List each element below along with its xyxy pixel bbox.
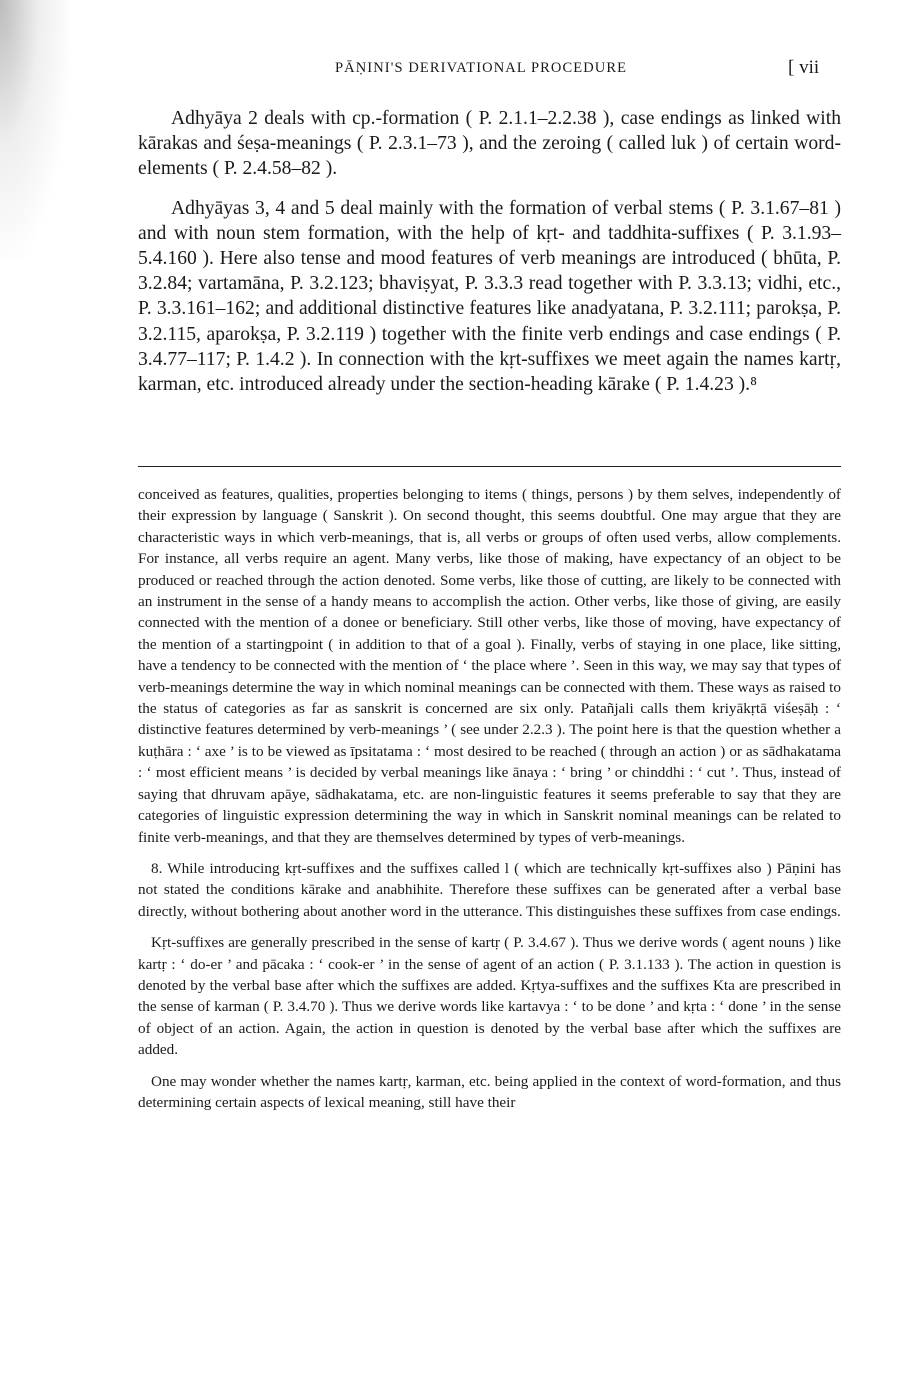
footnote-rule bbox=[138, 466, 841, 467]
paragraph-adhyayas-3-5: Adhyāyas 3, 4 and 5 deal mainly with the formation of verbal stems ( P. 3.1.67–81 ) and with noun stem formation, with the help of kṛt- and taddhita-suffixes ( P. 3.1.93–5.4.160 ). Here also tense and mood features of verb meanings are introduced ( bhūta, P. 3.2.84; vartamāna, P. 3.2.123; bhaviṣyat, P. 3.3.3 read together with P. 3.3.13; vidhi, etc., P. 3.3.161–162; and additional distinctive features like anadyatana, P. 3.2.111; parokṣa, P. 3.2.115, aparokṣa, P. 3.2.119 ) together with the finite verb endings and case endings ( P. 3.4.77–117; P. 1.4.2 ). In connection with the kṛt-suffixes we meet again the names kartṛ, karman, etc. introduced already under the section-heading kārake ( P. 1.4.23 ).⁸ bbox=[138, 197, 841, 396]
running-title: PĀṆINI'S DERIVATIONAL PROCEDURE bbox=[335, 60, 628, 76]
footnote-8: 8. While introducing kṛt-suffixes and the suffixes called l ( which are technically kṛt-suffixes also ) Pāṇini has not stated the conditions kārake and anabhihite. Therefore these suffixes can be generated after a verbal base directly, without bothering about another word in the utterance. This distinguishes these suffixes from case endings. bbox=[138, 859, 841, 920]
paragraph-adhyaya-2: Adhyāya 2 deals with cp.-formation ( P. 2.1.1–2.2.38 ), case endings as linked with kārakas and śeṣa-meanings ( P. 2.3.1–73 ), and the zeroing ( called luk ) of certain word-elements ( P. 2.4.58–82 ). bbox=[138, 108, 841, 180]
page-number: [ vii bbox=[788, 57, 820, 78]
page-header bbox=[0, 57, 918, 84]
main-text bbox=[138, 106, 841, 411]
scan-edge-shadow bbox=[0, 0, 70, 260]
footnote-last-paragraph: One may wonder whether the names kartṛ, karman, etc. being applied in the context of word-formation, and thus determining certain aspects of lexical meaning, still have their bbox=[138, 1072, 841, 1111]
footnote-krt-suffixes: Kṛt-suffixes are generally prescribed in the sense of kartṛ ( P. 3.4.67 ). Thus we derive words ( agent nouns ) like kartṛ : ‘ do-er ’ and pācaka : ‘ cook-er ’ in the sense of agent of an action ( P. 3.1.133 ). The action in question is denoted by the verbal base after which the suffixes are added. Kṛtya-suffixes and the suffixes Kta are prescribed in the sense of karman ( P. 3.4.70 ). Thus we derive words like kartavya : ‘ to be done ’ and kṛta : ‘ done ’ in the sense of object of an action. Again, the action in question is denoted by the verbal base after which the suffixes are added. bbox=[138, 934, 841, 1059]
footnote-continuation: conceived as features, qualities, properties belonging to items ( things, persons ) by them selves, independently of their expression by language ( Sanskrit ). On second thought, this seems doubtful. One may argue that they are characteristic ways in which verb-meanings, that is, all verbs or groups of often used verbs, allow complements. For instance, all verbs require an agent. Many verbs, like those of making, have expectancy of an object to be produced or reached through the action denoted. Some verbs, like those of cutting, are likely to be connected with an instrument in the sense of a handy means to accomplish the action. Other verbs, like those of giving, are easily connected with the mention of a donee or beneficiary. Still other verbs, like those of moving, have expectancy of the mention of a startingpoint ( in addition to that of a goal ). Finally, verbs of staying in one place, like sitting, have a tendency to be connected with the mention of ‘ the place where ’. Seen in this way, we may say that types of verb-meanings determine the way in which nominal meanings can be connected with them. These ways as raised to the status of categories as far as sanskrit is concerned are six only. Patañjali calls them kriyākṛtā viśeṣāḥ : ‘ distinctive features determined by verb-meanings ’ ( see under 2.2.3 ). The point here is that the question whether a kuṭhāra : ‘ axe ’ is to be viewed as īpsitatama : ‘ most desired to be reached ( through an action ) or as sādhakatama : ‘ most efficient means ’ is decided by verbal meanings like ānaya : ‘ bring ’ or chinddhi : ‘ cut ’. Thus, instead of saying that dhruvam apāye, sādhakatama, etc. are non-linguistic features it seems preferable to say that they are categories of linguistic expression determining the way in which in Sanskrit nominal meanings can be related to finite verb-meanings, and that they are themselves determined by types of verb-meanings. bbox=[138, 486, 841, 846]
footnotes bbox=[138, 484, 841, 1123]
